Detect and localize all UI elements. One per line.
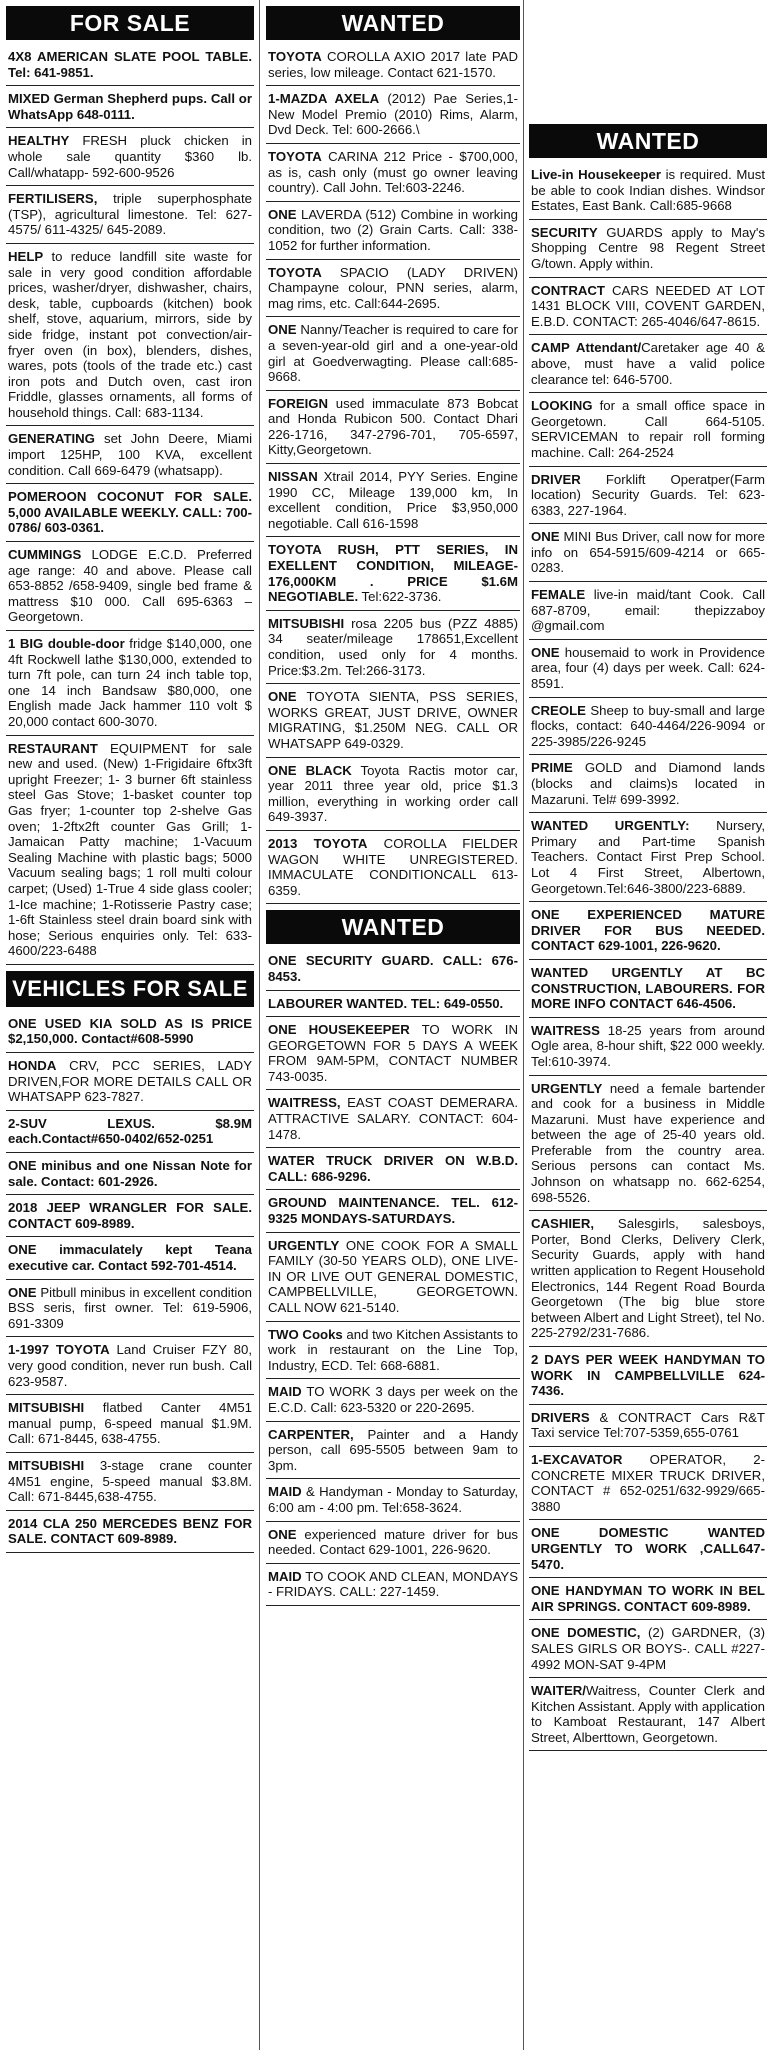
wanted-list-b — [266, 948, 520, 1606]
ad-keyword: HONDA — [8, 1058, 57, 1074]
ad-keyword: HEALTHY — [8, 133, 70, 149]
wanted-column-middle — [262, 0, 524, 2050]
classified-ad — [6, 542, 254, 631]
ad-keyword: GROUND MAINTENANCE. TEL. 612-9325 MONDAYS-SATURDAYS. — [268, 1195, 518, 1227]
ad-text: is required. Must be able to cook Indian dishes. Windsor Estates, East Bank. Call:685-9668 — [531, 167, 765, 214]
ad-text: Xtrail 2014, PYY Series. Engine 1990 CC, Mileage 139,000 km, In excellent condition, Price $3,950,000 negotiable. Call 616-1598 — [268, 469, 518, 531]
ad-text: TO COOK AND CLEAN, MONDAYS - FRIDAYS. CALL: 227-1459. — [268, 1568, 518, 1600]
ad-keyword: MAID — [268, 1484, 302, 1500]
ad-text: for a small office space in Georgetown. Call 664-5105. SERVICEMAN to repair roll forming machine. Call: 264-2524 — [531, 398, 765, 460]
classified-ad — [6, 484, 254, 542]
ad-keyword: CREOLE — [531, 702, 586, 718]
ad-keyword: WANTED URGENTLY AT BC CONSTRUCTION, LABOURERS. FOR MORE INFO CONTACT 646-4506. — [531, 964, 765, 1012]
classified-ad — [266, 44, 520, 86]
ad-text: and two Kitchen Assistants to work in restaurant on the Line Top, Industry, ECD. Tel: 668-6881. — [268, 1326, 518, 1373]
ad-text: & Handyman - Monday to Saturday, 6:00 am - 4:00 pm. Tel:658-3624. — [268, 1484, 518, 1515]
column-divider — [259, 0, 260, 2050]
ad-text: Salesgirls, salesboys, Porter, Bond Clerks, Delivery Clerk, Security Guards, apply with hand written application to Regent Household Electronics, 144 Regent Road Bourda Georgetown (The big blue store between Albert and Light Street), tel No. 225-2792/231-7686. — [531, 1216, 765, 1341]
classified-ad — [266, 1564, 520, 1606]
classified-ad — [529, 1405, 767, 1447]
classified-ad — [6, 1395, 254, 1453]
ad-keyword: ONE DOMESTIC, — [531, 1625, 641, 1641]
ad-keyword: ONE — [8, 1284, 37, 1300]
ad-text: triple superphosphate (TSP), agricultural limestone. Tel: 627-4575/ 611-4325/ 645-2089. — [8, 191, 252, 238]
classified-ad — [529, 278, 767, 336]
classified-ad — [266, 537, 520, 610]
classified-ad — [6, 736, 254, 965]
ad-keyword: ONE — [268, 1526, 297, 1542]
ad-keyword: CAMP Attendant/ — [531, 340, 642, 356]
ad-keyword: 4X8 AMERICAN SLATE POOL TABLE. Tel: 641-9851. — [8, 49, 252, 80]
classified-ad — [529, 902, 767, 960]
ad-text: experienced mature driver for bus needed. Contact 629-1001, 226-9620. — [268, 1526, 518, 1558]
ad-keyword: 2018 JEEP WRANGLER FOR SALE. CONTACT 609-8989. — [8, 1200, 252, 1231]
ad-keyword: ONE BLACK — [268, 762, 352, 778]
ad-keyword: CARPENTER, — [268, 1426, 354, 1442]
classified-ad — [6, 1111, 254, 1153]
ad-keyword: LABOURER WANTED. TEL: 649-0550. — [268, 995, 504, 1011]
classified-ad — [529, 1347, 767, 1405]
classified-ad — [6, 426, 254, 484]
ad-keyword: PRIME — [531, 760, 573, 776]
classified-ad — [529, 467, 767, 525]
ad-text: 18-25 years from around Ogle area, 8-hour shift, $22 000 weekly. Tel:610-3974. — [531, 1022, 765, 1069]
wanted-header-3: WANTED — [529, 124, 767, 158]
classified-ad — [529, 1076, 767, 1212]
ad-keyword: 1-EXCAVATOR — [531, 1451, 623, 1467]
ad-text: GUARDS apply to May's Shopping Centre 98 Regent Street G/town. Apply within. — [531, 224, 765, 271]
ad-keyword: URGENTLY — [268, 1237, 340, 1253]
ad-text: need a female bartender and cook for a business in Middle Mazaruni. Must have experience and between the age of 25-40 years old. Preferable from the country area. Serious persons can contact Ms. Johnson on whatsapp no. 662-6254, 698-5526. — [531, 1080, 765, 1205]
classified-ad — [266, 1190, 520, 1232]
ad-keyword: TOYOTA — [268, 148, 322, 164]
for-sale-list — [6, 44, 254, 965]
ad-text: GOLD and Diamond lands (blocks and claims)s located in Mazaruni. Tel# 699-3992. — [531, 760, 765, 807]
ad-keyword: 2 DAYS PER WEEK HANDYMAN TO WORK IN CAMPBELLVILLE 624-7436. — [531, 1352, 765, 1399]
ad-text: set John Deere, Miami import 125HP, 100 KVA, excellent condition. Call 669-6479 (whatsapp). — [8, 431, 252, 478]
ad-text: FRESH pluck chicken in whole sale quantity $360 lb. Call/whatapp- 592-600-9526 — [8, 133, 252, 180]
ad-text: LAVERDA (512) Combine in working condition, two (2) Grain Carts. Call: 338-1052 for further information. — [268, 206, 518, 253]
ad-text: used immaculate 873 Bobcat and Honda Rubicon 500. Contact Dhari 226-1716, 347-2796-701, 705-6597, Kitty,Georgetown. — [268, 395, 518, 458]
vehicles-list — [6, 1011, 254, 1553]
classified-ad — [529, 220, 767, 278]
classified-ad — [266, 1090, 520, 1148]
classified-ad — [529, 335, 767, 393]
ad-keyword: TOYOTA RUSH, PTT SERIES, IN EXELLENT CONDITION, MILEAGE-176,000KM . PRICE $1.6M NEGOTIABLE. — [268, 542, 518, 605]
classified-ad — [6, 128, 254, 186]
ad-keyword: ONE DOMESTIC WANTED URGENTLY TO WORK ,CALL647-5470. — [531, 1525, 765, 1572]
ad-text: ONE COOK FOR A SMALL FAMILY (30-50 YEARS OLD), ONE LIVE-IN OR LIVE OUT GENERAL DOMESTIC, CAMPBELLVILLE, GEORGETOWN. CALL NOW 621-5140. — [268, 1237, 518, 1315]
ad-text: to reduce landfill site waste for sale in very good condition affordable prices, washer/dryer, dishwasher, chairs, desk, table, cupboards (kitchen) book shelf, stove, aquarium, mirrors, side by side fridge, instant pot convection/air-fryer oven (in box), blenders, dishes, wares, pots (tools of the trade etc.) cast iron pots and Dutch oven, cast iron Friddle, glasses ornaments, all forms of household things. Call: 683-1134. — [8, 248, 252, 420]
ad-keyword: WANTED URGENTLY: — [531, 818, 690, 834]
ad-text: CARINA 212 Price - $700,000, as is, cash only (must go owner leaving country). Call John. Tel:603-2246. — [268, 148, 518, 196]
classified-ad — [266, 1148, 520, 1190]
ad-keyword: URGENTLY — [531, 1080, 603, 1096]
ad-keyword: NISSAN — [268, 469, 318, 485]
ad-keyword: GENERATING — [8, 431, 95, 447]
classified-ad — [529, 640, 767, 698]
classified-ad — [6, 631, 254, 736]
ad-text: LODGE E.C.D. Preferred age range: 40 and above. Please call 653-8852 /658-9409, single bed frame & mattress $10 000. Call 695-6363 – Georgetown. — [8, 547, 252, 625]
ad-keyword: CONTRACT — [531, 282, 605, 298]
ad-text: Nanny/Teacher is required to care for a seven-year-old girl and a one-year-old girl at Goedverwagting. Please call:685-9668. — [268, 322, 518, 385]
classified-ad — [266, 758, 520, 831]
ad-keyword: CUMMINGS — [8, 547, 82, 563]
ad-text: flatbed Canter 4M51 manual pump, 6-speed manual $1.9M. Call: 671-8445, 638-4755. — [8, 1400, 252, 1447]
classified-ad — [266, 1479, 520, 1521]
classified-ad — [266, 948, 520, 990]
ad-text: Forklift Operatper(Farm location) Security Guards. Tel: 623-6383, 227-1964. — [531, 471, 765, 518]
ad-keyword: FEMALE — [531, 587, 586, 603]
ad-text: housemaid to work in Providence area, four (4) days per week. Call: 624-8591. — [531, 644, 765, 692]
ad-keyword: FOREIGN — [268, 395, 329, 411]
classified-ad — [529, 1520, 767, 1578]
classified-ad — [6, 1453, 254, 1511]
ad-keyword: ONE — [268, 689, 297, 705]
ad-text: TO WORK IN GEORGETOWN FOR 5 DAYS A WEEK FROM 9AM-5PM, CONTACT NUMBER 743-0035. — [268, 1022, 518, 1084]
blank-space — [529, 0, 767, 118]
classified-ad — [6, 1280, 254, 1338]
ad-keyword: FERTILISERS, — [8, 191, 98, 207]
wanted-column-right — [525, 0, 773, 2050]
classified-ad — [6, 1053, 254, 1111]
ad-text: Nursery, Primary and Part-time Spanish Teachers. Contact First Prep School. Lot 4 First Street, Albertown, Georgetown.Tel:646-3800/223-6889. — [531, 818, 765, 896]
ad-text: Caretaker age 40 & above, must have a valid police clearance tel: 646-5700. — [531, 340, 765, 387]
classified-ad — [6, 1153, 254, 1195]
classified-ad — [529, 524, 767, 582]
classified-ad — [266, 464, 520, 537]
ad-keyword: WAITER/ — [531, 1683, 586, 1699]
classified-ad — [266, 1379, 520, 1421]
ad-keyword: MAID — [268, 1568, 302, 1584]
classified-ad — [6, 1337, 254, 1395]
classified-ad — [529, 1018, 767, 1076]
classified-ad — [266, 86, 520, 144]
classified-ad — [529, 960, 767, 1018]
ad-keyword: ONE HANDYMAN TO WORK IN BEL AIR SPRINGS. CONTACT 609-8989. — [531, 1583, 765, 1614]
ad-keyword: MAID — [268, 1384, 302, 1400]
classified-ad — [266, 611, 520, 684]
ad-keyword: TWO Cooks — [268, 1326, 343, 1342]
ad-keyword: WAITRESS — [531, 1022, 600, 1038]
ad-text: MINI Bus Driver, call now for more info on 654-5915/609-4214 or 665-0283. — [531, 529, 765, 576]
ad-keyword: ONE HOUSEKEEPER — [268, 1022, 410, 1038]
ad-text: (2) GARDNER, (3) SALES GIRLS OR BOYS-. CALL #227-4992 MON-SAT 9-4PM — [531, 1625, 765, 1672]
ad-text: CRV, PCC SERIES, LADY DRIVEN,FOR MORE DETAILS CALL OR WHATSAPP 623-7827. — [8, 1058, 252, 1105]
vehicles-header: VEHICLES FOR SALE — [6, 971, 254, 1007]
ad-text: SPACIO (LADY DRIVEN) Champayne colour, PNN series, alarm, mag rims, etc. Call:644-2695. — [268, 264, 518, 311]
classified-ad — [529, 698, 767, 756]
wanted-list-c — [529, 162, 767, 1751]
ad-keyword: MIXED German Shepherd pups. Call or WhatsApp 648-0111. — [8, 91, 252, 122]
ad-keyword: ONE minibus and one Nissan Note for sale. Contact: 601-2926. — [8, 1158, 252, 1189]
ad-text: EAST COAST DEMERARA. ATTRACTIVE SALARY. CONTACT: 604-1478. — [268, 1095, 518, 1142]
ad-text: & CONTRACT Cars R&T Taxi service Tel:707-5359,655-0761 — [531, 1409, 765, 1441]
ad-text: Land Cruiser FZY 80, very good condition, never run bush. Call 623-9587. — [8, 1342, 252, 1389]
ad-keyword: CASHIER, — [531, 1216, 595, 1232]
classified-ad — [529, 1620, 767, 1678]
ad-text: Tel:622-3736. — [358, 589, 442, 605]
classified-ad — [266, 1322, 520, 1380]
classified-ad — [6, 44, 254, 86]
ad-keyword: SECURITY — [531, 224, 598, 240]
wanted-header-2: WANTED — [266, 910, 520, 944]
ad-keyword: LOOKING — [531, 398, 593, 414]
classified-ad — [6, 1237, 254, 1279]
ad-keyword: ONE EXPERIENCED MATURE DRIVER FOR BUS NEEDED. CONTACT 629-1001, 226-9620. — [531, 907, 765, 954]
ad-text: 3-stage crane counter 4M51 engine, 5-speed manual $3.8M. Call: 671-8445,638-4755. — [8, 1457, 252, 1505]
ad-keyword: DRIVER — [531, 471, 581, 487]
ad-keyword: TOYOTA — [268, 264, 322, 280]
classified-ad — [6, 244, 254, 427]
classified-ad — [529, 1678, 767, 1751]
ad-keyword: RESTAURANT — [8, 740, 98, 756]
ad-keyword: TOYOTA — [268, 49, 322, 64]
ad-keyword: ONE — [531, 529, 560, 545]
classified-ad — [529, 162, 767, 220]
classified-ad — [266, 1422, 520, 1480]
ad-text: Pitbull minibus in excellent condition BSS seris, first owner. Tel: 619-5906, 691-3309 — [8, 1284, 252, 1331]
classified-ad — [266, 391, 520, 464]
classified-ad — [266, 1233, 520, 1322]
ad-keyword: 2013 TOYOTA — [268, 835, 368, 851]
ad-text: Sheep to buy-small and large flocks, contact: 640-4464/226-9094 or 225-3985/226-9245 — [531, 702, 765, 749]
ad-keyword: Live-in Housekeeper — [531, 167, 661, 182]
ad-keyword: POMEROON COCONUT FOR SALE. 5,000 AVAILABLE WEEKLY. CALL: 700-0786/ 603-0361. — [8, 489, 253, 536]
classified-ad — [266, 831, 520, 904]
ad-keyword: ONE immaculately kept Teana executive car. Contact 592-701-4514. — [8, 1242, 252, 1273]
classified-ad — [6, 86, 254, 128]
ad-text: COROLLA AXIO 2017 late PAD series, low mileage. Contact 621-1570. — [268, 49, 518, 80]
classified-ad — [6, 1195, 254, 1237]
ad-text: COROLLA FIELDER WAGON WHITE UNREGISTERED. IMMACULATE CONDITIONCALL 613-6359. — [268, 835, 518, 898]
classified-ad — [529, 1211, 767, 1347]
ad-keyword: ONE — [268, 206, 297, 222]
ad-keyword: 1 BIG double-door — [8, 636, 125, 651]
ad-text: Waitress, Counter Clerk and Kitchen Assistant. Apply with application to Kamboat Restaurant, 147 Albert Street, Alberttown, Georgetown. — [531, 1683, 765, 1745]
ad-keyword: ONE USED KIA SOLD AS IS PRICE $2,150,000. Contact#608-5990 — [8, 1015, 252, 1047]
ad-keyword: ONE SECURITY GUARD. CALL: 676-8453. — [268, 953, 518, 984]
classified-ad — [266, 991, 520, 1018]
ad-text: Painter and a Handy person, call 695-5505 between 9am to 3pm. — [268, 1426, 518, 1473]
ad-keyword: MITSUBISHI — [268, 615, 345, 631]
classified-ad — [266, 260, 520, 318]
ad-text: EQUIPMENT for sale new and used. (New) 1-Frigidaire 6ftx3ft upright Freezer; 1- 3 burner 6ft stainless steel Gas Stove; 1-basket counter top Gas fryer; 1-counter top 2-shelve Gas oven; 1-2ftx2ft counter Gas Grill; 1-Jamaican Patty machine; 1-Vacuum Sealing Machine with plastic bags; 5000 Vacuum sealing bags; 1 roll multi colour carpet; (Used) 1-True 4 side glass cooler; 1-Ice machine; 1-Rotisserie Pastry case; 1-6ft Stainless steel drain board sink with hose; Serious enquiries only. Tel: 633-4600/223-6488 — [8, 740, 252, 959]
ad-keyword: MITSUBISHI — [8, 1457, 85, 1473]
ad-keyword: 1-MAZDA AXELA — [268, 91, 380, 107]
ad-text: fridge $140,000, one 4ft Rockwell lathe $130,000, extended to turn 7ft pole, can turn 24 inch table top, one 14 inch Bandsaw $80,000, one English made Jack hammer 110 volt $ 20,000 contact 600-3070. — [8, 636, 252, 729]
ad-text: TOYOTA SIENTA, PSS SERIES, WORKS GREAT, JUST DRIVE, OWNER MIGRATING, $1.250M NEG. CALL OR WHATSAPP 649-0329. — [268, 689, 518, 751]
ad-keyword: ONE — [531, 644, 560, 660]
ad-text: Toyota Ractis motor car, year 2011 three year old, price $1.3 million, everything in working order call 649-3937. — [268, 762, 518, 825]
ad-text: live-in maid/tant Cook. Call 687-8709, email: thepizzaboy @gmail.com — [531, 587, 765, 634]
classified-ad — [529, 1447, 767, 1520]
ad-text: TO WORK 3 days per week on the E.C.D. Call: 623-5320 or 220-2695. — [268, 1384, 518, 1415]
ad-keyword: DRIVERS — [531, 1409, 590, 1425]
ad-keyword: 1-1997 TOYOTA — [8, 1342, 110, 1358]
for-sale-column — [0, 0, 258, 2050]
ad-text: CARS NEEDED AT LOT 1431 BLOCK VIII, COVENT GARDEN, E.B.D. CONTACT: 265-4046/647-8615. — [531, 282, 765, 329]
ad-keyword: MITSUBISHI — [8, 1400, 85, 1416]
ad-keyword: ONE — [268, 322, 297, 338]
classified-ad — [266, 144, 520, 202]
for-sale-header: FOR SALE — [6, 6, 254, 40]
ad-keyword: HELP — [8, 248, 44, 264]
classified-ad — [529, 582, 767, 640]
classified-ad — [266, 1522, 520, 1564]
ad-text: (2012) Pae Series,1- New Model Premio (2010) Rims, Alarm, Dvd Deck. Tel: 600-2666.\ — [268, 91, 518, 138]
classified-ad — [6, 1011, 254, 1053]
classified-ad — [6, 1511, 254, 1553]
ad-keyword: 2014 CLA 250 MERCEDES BENZ FOR SALE. CONTACT 609-8989. — [8, 1515, 252, 1547]
classified-ad — [529, 393, 767, 466]
classified-ad — [6, 186, 254, 244]
ad-keyword: WATER TRUCK DRIVER ON W.B.D. CALL: 686-9296. — [268, 1153, 518, 1184]
classified-ad — [266, 317, 520, 390]
wanted-header-1: WANTED — [266, 6, 520, 40]
classified-ad — [266, 1017, 520, 1090]
ad-text: rosa 2205 bus (PZZ 4885) 34 seater/mileage 178651,Excellent condition, used only for 4 months. Price:$3.2m. Tel:266-3173. — [268, 615, 518, 678]
classified-ad — [266, 202, 520, 260]
wanted-list-a — [266, 44, 520, 904]
classified-ad — [529, 1578, 767, 1620]
ad-keyword: WAITRESS, — [268, 1095, 341, 1111]
ad-keyword: 2-SUV LEXUS. $8.9M each.Contact#650-0402/652-0251 — [8, 1115, 252, 1147]
ad-text: OPERATOR, 2- CONCRETE MIXER TRUCK DRIVER, CONTACT # 652-0251/632-9929/665-3880 — [531, 1451, 765, 1514]
classified-ad — [529, 755, 767, 813]
classified-ad — [529, 813, 767, 902]
classified-ad — [266, 684, 520, 757]
